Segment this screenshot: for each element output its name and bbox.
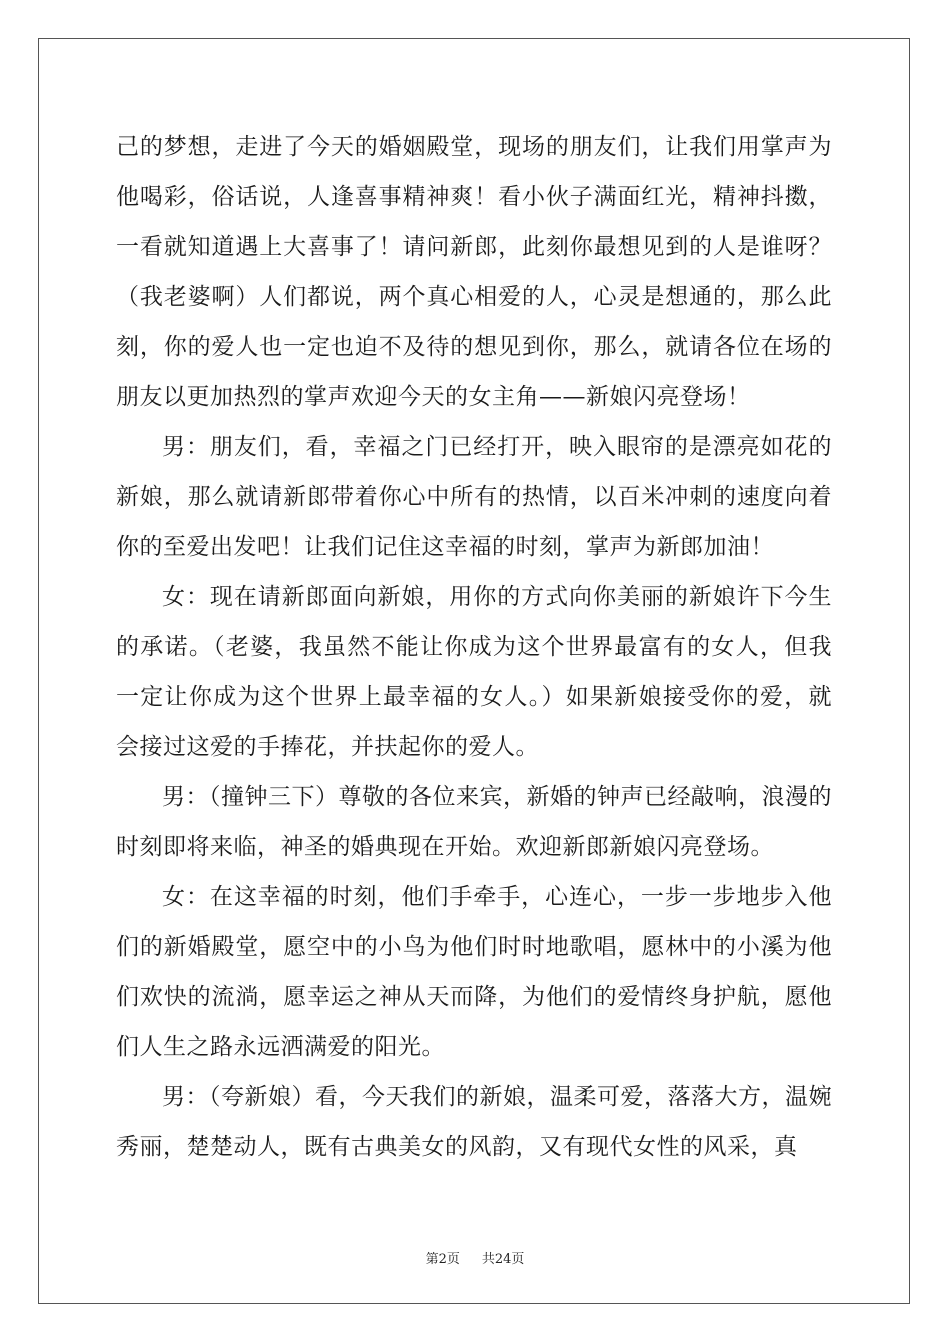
page-total: 共24页 xyxy=(481,1252,525,1267)
paragraph: 女：在这幸福的时刻，他们手牵手，心连心，一步一步地步入他们的新婚殿堂，愿空中的小鸟为他们时时地歌唱，愿林中的小溪为他们欢快的流淌，愿幸运之神从天而降，为他们的爱情终身护航，愿他们人生之路永远洒满爱的阳光。 xyxy=(116,884,832,1060)
paragraph: 男：（夸新娘）看，今天我们的新娘，温柔可爱，落落大方，温婉秀丽，楚楚动人，既有古典美女的风韵，又有现代女性的风采，真 xyxy=(116,1084,832,1160)
page-footer xyxy=(0,1248,950,1267)
paragraph: 男：（撞钟三下）尊敬的各位来宾，新婚的钟声已经敲响，浪漫的时刻即将来临，神圣的婚典现在开始。欢迎新郎新娘闪亮登场。 xyxy=(116,784,832,860)
paragraph: 己的梦想，走进了今天的婚姻殿堂，现场的朋友们，让我们用掌声为他喝彩，俗话说，人逢喜事精神爽！看小伙子满面红光，精神抖擞，一看就知道遇上大喜事了！请问新郎，此刻你最想见到的人是谁呀？（我老婆啊）人们都说，两个真心相爱的人，心灵是想通的，那么此刻，你的爱人也一定也迫不及待的想见到你，那么，就请各位在场的朋友以更加热烈的掌声欢迎今天的女主角——新娘闪亮登场！ xyxy=(116,134,832,410)
paragraph: 女：现在请新郎面向新娘，用你的方式向你美丽的新娘许下今生的承诺。（老婆，我虽然不能让你成为这个世界最富有的女人，但我一定让你成为这个世界上最幸福的女人。）如果新娘接受你的爱，就会接过这爱的手捧花，并扶起你的爱人。 xyxy=(116,584,832,760)
paragraph: 男：朋友们，看，幸福之门已经打开，映入眼帘的是漂亮如花的新娘，那么就请新郎带着你心中所有的热情，以百米冲刺的速度向着你的至爱出发吧！让我们记住这幸福的时刻，掌声为新郎加油！ xyxy=(116,434,832,560)
page-number: 第2页 xyxy=(425,1252,460,1267)
document-body xyxy=(116,122,832,1172)
